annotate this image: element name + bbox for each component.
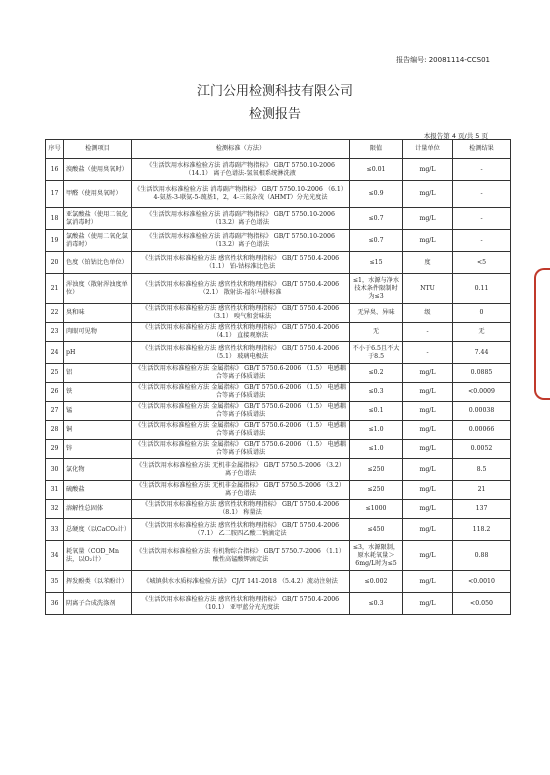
cell-no: 17 — [46, 181, 64, 208]
cell-unit: mg/L — [403, 459, 453, 481]
header-unit: 计量单位 — [403, 140, 453, 159]
cell-limit: ≤1.0 — [350, 421, 403, 440]
cell-item: 铁 — [64, 383, 132, 402]
cell-limit: ≤0.7 — [350, 208, 403, 230]
cell-unit: mg/L — [403, 402, 453, 421]
cell-item: 总硬度（以CaCO₃计） — [64, 519, 132, 541]
report-title: 检测报告 — [248, 107, 301, 122]
table-row — [46, 342, 511, 364]
cell-unit: mg/L — [403, 440, 453, 459]
seal-stamp — [534, 268, 550, 400]
cell-item: 肉眼可见物 — [64, 323, 132, 342]
cell-standard: 《生活饮用水标准检验方法 金属指标》 GB/T 5750.6-2006 （1.5） 电感耦合等离子体质谱法 — [132, 421, 350, 440]
header-limit: 限值 — [350, 140, 403, 159]
cell-no: 33 — [46, 519, 64, 541]
cell-standard: 《生活饮用水标准检验方法 感官性状和物理指标》 GB/T 5750.4-2006 （1.1） 铂-钴标准比色法 — [132, 252, 350, 274]
cell-unit: mg/L — [403, 593, 453, 615]
table-row — [46, 252, 511, 274]
cell-standard: 《生活饮用水标准检验方法 无机非金属指标》 GB/T 5750.5-2006 （3.2）离子色谱法 — [132, 481, 350, 500]
cell-item: 色度（铂钴比色单位） — [64, 252, 132, 274]
cell-standard: 《生活饮用水标准检验方法 消毒副产物指标》 GB/T 5750.10-2006 （13.2）离子色谱法 — [132, 208, 350, 230]
cell-limit: ≤0.7 — [350, 230, 403, 252]
cell-no: 16 — [46, 159, 64, 181]
cell-result: 0.00066 — [453, 421, 511, 440]
cell-limit: 不小于6.5且不大于8.5 — [350, 342, 403, 364]
table-row — [46, 304, 511, 323]
cell-item: 浑浊度（散射浑浊度单位） — [64, 274, 132, 304]
cell-item: 锰 — [64, 402, 132, 421]
cell-result: 7.44 — [453, 342, 511, 364]
cell-result: 0.0885 — [453, 364, 511, 383]
cell-result: 8.5 — [453, 459, 511, 481]
page-info: 本报告第 4 页/共 5 页 — [423, 132, 488, 140]
table-row — [46, 274, 511, 304]
cell-no: 21 — [46, 274, 64, 304]
header-standard: 检测标准（方法） — [132, 140, 350, 159]
cell-no: 31 — [46, 481, 64, 500]
cell-limit: ≤450 — [350, 519, 403, 541]
cell-result: 0 — [453, 304, 511, 323]
cell-item: 亚氯酸盐（使用二氧化氯消毒时） — [64, 208, 132, 230]
cell-item: 挥发酚类（以苯酚计） — [64, 571, 132, 593]
cell-result: - — [453, 208, 511, 230]
cell-standard: 《生活饮用水标准检验方法 感官性状和物理指标》 GB/T 5750.4-2006 （4.1） 直接观察法 — [132, 323, 350, 342]
cell-unit: 度 — [403, 252, 453, 274]
table-row — [46, 159, 511, 181]
cell-standard: 《生活饮用水标准检验方法 金属指标》 GB/T 5750.6-2006 （1.5） 电感耦合等离子体质谱法 — [132, 383, 350, 402]
cell-result: - — [453, 181, 511, 208]
cell-limit: ≤1，水源与净水技术条件限制时为≤3 — [350, 274, 403, 304]
cell-standard: 《生活饮用水标准检验方法 感官性状和物理指标》 GB/T 5750.4-2006 （7.1） 乙二胺四乙酸二钠滴定法 — [132, 519, 350, 541]
cell-limit: ≤250 — [350, 459, 403, 481]
cell-standard: 《生活饮用水标准检验方法 感官性状和物理指标》 GB/T 5750.4-2006 （3.1） 嗅气和尝味法 — [132, 304, 350, 323]
table-row — [46, 421, 511, 440]
cell-item: 阴离子合成洗涤剂 — [64, 593, 132, 615]
cell-limit: ≤1000 — [350, 500, 403, 519]
table-row — [46, 208, 511, 230]
cell-standard: 《生活饮用水标准检验方法 消毒副产物指标》 GB/T 5750.10-2006 （6.1）4-氨基-3-联氨-5-巯基1，2，4-三氮杂茂（AHMT）分光光度法 — [132, 181, 350, 208]
cell-result: 0.0052 — [453, 440, 511, 459]
cell-unit: mg/L — [403, 181, 453, 208]
cell-item: 耗氧量（COD_Mn法，以O₂计） — [64, 541, 132, 571]
cell-standard: 《生活饮用水标准检验方法 感官性状和物理指标》 GB/T 5750.4-2006 （5.1） 玻璃电极法 — [132, 342, 350, 364]
cell-unit: mg/L — [403, 159, 453, 181]
cell-limit: ≤15 — [350, 252, 403, 274]
cell-result: 137 — [453, 500, 511, 519]
cell-result: <0.0010 — [453, 571, 511, 593]
cell-no: 18 — [46, 208, 64, 230]
table-row — [46, 459, 511, 481]
cell-no: 24 — [46, 342, 64, 364]
cell-no: 35 — [46, 571, 64, 593]
table-row — [46, 519, 511, 541]
cell-standard: 《生活饮用水标准检验方法 消毒副产物指标》 GB/T 5750.10-2006 （14.1） 离子色谱法-氢氧根系统淋洗液 — [132, 159, 350, 181]
header-no: 序号 — [46, 140, 64, 159]
header-item: 检测项目 — [64, 140, 132, 159]
cell-item: 溴酸盐（使用臭氧时） — [64, 159, 132, 181]
cell-unit: mg/L — [403, 541, 453, 571]
cell-item: 硫酸盐 — [64, 481, 132, 500]
cell-result: <0.050 — [453, 593, 511, 615]
cell-item: pH — [64, 342, 132, 364]
cell-no: 19 — [46, 230, 64, 252]
cell-standard: 《生活饮用水标准检验方法 无机非金属指标》 GB/T 5750.5-2006 （3.2）离子色谱法 — [132, 459, 350, 481]
table-row — [46, 364, 511, 383]
cell-no: 32 — [46, 500, 64, 519]
cell-limit: ≤0.3 — [350, 593, 403, 615]
cell-limit: ≤0.002 — [350, 571, 403, 593]
table-row — [46, 230, 511, 252]
cell-unit: mg/L — [403, 421, 453, 440]
cell-result: - — [453, 159, 511, 181]
cell-unit: mg/L — [403, 230, 453, 252]
cell-item: 铜 — [64, 421, 132, 440]
cell-no: 28 — [46, 421, 64, 440]
header-result: 检测结果 — [453, 140, 511, 159]
report-number — [396, 55, 490, 65]
cell-no: 22 — [46, 304, 64, 323]
cell-unit: - — [403, 323, 453, 342]
cell-unit: mg/L — [403, 383, 453, 402]
cell-item: 氯化物 — [64, 459, 132, 481]
cell-result: - — [453, 230, 511, 252]
table-row — [46, 593, 511, 615]
cell-standard: 《生活饮用水标准检验方法 金属指标》 GB/T 5750.6-2006 （1.5） 电感耦合等离子体质谱法 — [132, 440, 350, 459]
cell-standard: 《生活饮用水标准检验方法 有机物综合指标》 GB/T 5750.7-2006 （1.1） 酸性高锰酸钾滴定法 — [132, 541, 350, 571]
cell-unit: mg/L — [403, 364, 453, 383]
cell-unit: mg/L — [403, 208, 453, 230]
cell-result: 118.2 — [453, 519, 511, 541]
cell-limit: ≤0.2 — [350, 364, 403, 383]
table-row — [46, 181, 511, 208]
cell-no: 34 — [46, 541, 64, 571]
cell-unit: - — [403, 342, 453, 364]
report-number-label: 报告编号: — [396, 56, 427, 64]
cell-limit: ≤250 — [350, 481, 403, 500]
cell-standard: 《生活饮用水标准检验方法 消毒副产物指标》 GB/T 5750.10-2006 （13.2）离子色谱法 — [132, 230, 350, 252]
cell-unit: mg/L — [403, 500, 453, 519]
cell-item: 铝 — [64, 364, 132, 383]
results-table — [45, 139, 511, 615]
cell-standard: 《生活饮用水标准检验方法 金属指标》 GB/T 5750.6-2006 （1.5） 电感耦合等离子体质谱法 — [132, 364, 350, 383]
cell-unit: mg/L — [403, 571, 453, 593]
cell-result: <5 — [453, 252, 511, 274]
cell-no: 20 — [46, 252, 64, 274]
cell-limit: ≤0.3 — [350, 383, 403, 402]
cell-limit: 无 — [350, 323, 403, 342]
cell-limit: ≤0.9 — [350, 181, 403, 208]
cell-limit: ≤3，水源限制，原水耗氧量＞6mg/L时为≤5 — [350, 541, 403, 571]
cell-result: 21 — [453, 481, 511, 500]
cell-standard: 《生活饮用水标准检验方法 感官性状和物理指标》 GB/T 5750.4-2006 （8.1） 称量法 — [132, 500, 350, 519]
table-row — [46, 440, 511, 459]
cell-no: 36 — [46, 593, 64, 615]
cell-result: 0.00038 — [453, 402, 511, 421]
cell-standard: 《城镇供水水质标准检验方法》 CJ/T 141-2018 （5.4.2）流动注射法 — [132, 571, 350, 593]
cell-no: 30 — [46, 459, 64, 481]
cell-limit: 无异臭、异味 — [350, 304, 403, 323]
cell-limit: ≤0.1 — [350, 402, 403, 421]
cell-unit: mg/L — [403, 519, 453, 541]
cell-item: 溶解性总固体 — [64, 500, 132, 519]
cell-unit: 级 — [403, 304, 453, 323]
cell-item: 臭和味 — [64, 304, 132, 323]
table-row — [46, 323, 511, 342]
cell-no: 23 — [46, 323, 64, 342]
cell-unit: mg/L — [403, 481, 453, 500]
cell-standard: 《生活饮用水标准检验方法 感官性状和物理指标》 GB/T 5750.4-2006 （2.1） 散射法-福尔马肼标准 — [132, 274, 350, 304]
cell-no: 25 — [46, 364, 64, 383]
table-row — [46, 500, 511, 519]
cell-unit: NTU — [403, 274, 453, 304]
cell-no: 26 — [46, 383, 64, 402]
table-row — [46, 383, 511, 402]
cell-limit: ≤0.01 — [350, 159, 403, 181]
table-row — [46, 481, 511, 500]
cell-result: <0.0009 — [453, 383, 511, 402]
table-row — [46, 541, 511, 571]
cell-result: 0.11 — [453, 274, 511, 304]
cell-no: 27 — [46, 402, 64, 421]
cell-standard: 《生活饮用水标准检验方法 金属指标》 GB/T 5750.6-2006 （1.5） 电感耦合等离子体质谱法 — [132, 402, 350, 421]
cell-item: 氯酸盐（使用二氧化氯消毒时） — [64, 230, 132, 252]
table-header-row — [46, 140, 511, 159]
cell-no: 29 — [46, 440, 64, 459]
cell-result: 0.88 — [453, 541, 511, 571]
cell-result: 无 — [453, 323, 511, 342]
cell-limit: ≤1.0 — [350, 440, 403, 459]
cell-standard: 《生活饮用水标准检验方法 感官性状和物理指标》 GB/T 5750.4-2006 （10.1） 亚甲蓝分光光度法 — [132, 593, 350, 615]
table-row — [46, 571, 511, 593]
cell-item: 锌 — [64, 440, 132, 459]
cell-item: 甲醛（使用臭氧时） — [64, 181, 132, 208]
table-row — [46, 402, 511, 421]
company-name: 江门公用检测科技有限公司 — [196, 84, 353, 99]
report-number-value: 20081114-CCS01 — [428, 56, 490, 64]
